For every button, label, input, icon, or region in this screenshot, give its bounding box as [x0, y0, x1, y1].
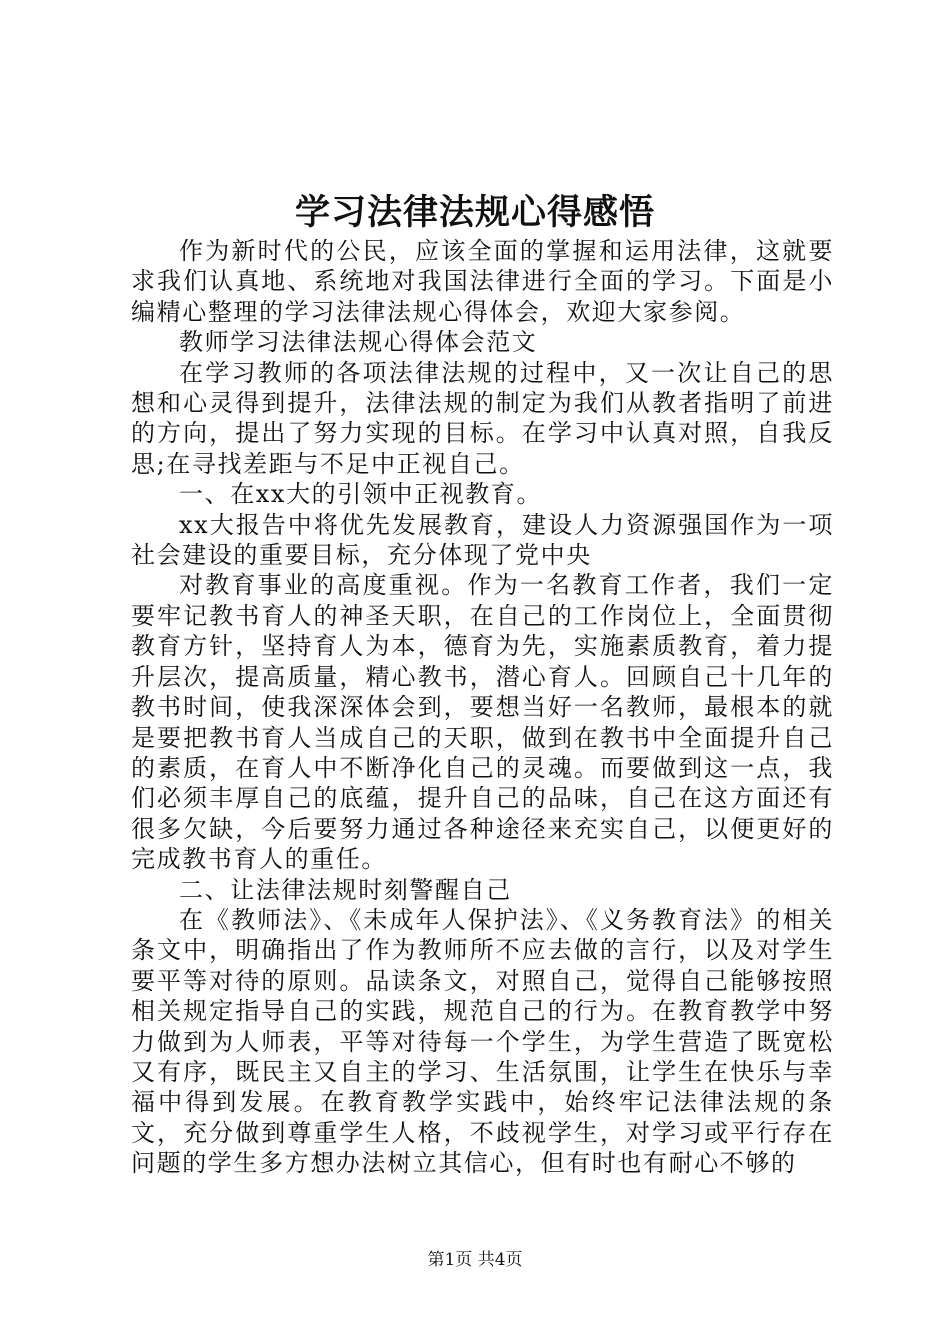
document-body	[131, 236, 834, 1179]
section-heading: 教师学习法律法规心得体会范文	[179, 328, 538, 357]
paragraph-intro: 作为新时代的公民，应该全面的掌握和运用法律，这就要求我们认真地、系统地对我国法律进行全面的学习。下面是小编精心整理的学习法律法规心得体会，欢迎大家参阅。	[131, 237, 834, 326]
page-number-footer: 第1页 共4页	[427, 1250, 523, 1270]
subheading: 一、在xx大的引领中正视教育。	[179, 480, 543, 509]
paragraph: xx大报告中将优先发展教育，建设人力资源强国作为一项社会建设的重要目标，充分体现了党中央	[131, 510, 834, 570]
paragraph: 对教育事业的高度重视。作为一名教育工作者，我们一定要牢记教书育人的神圣天职，在自己的工作岗位上，全面贯彻教育方针，坚持育人为本，德育为先，实施素质教育，着力提升层次，提高质量，精心教书，潜心育人。回顾自己十几年的教书时间，使我深深体会到，要想当好一名教师，最根本的就是要把教书育人当成自己的天职，做到在教书中全面提升自己的素质，在育人中不断净化自己的灵魂。而要做到这一点，我们必须丰厚自己的底蕴，提升自己的品味，自己在这方面还有很多欠缺，今后要努力通过各种途径来充实自己，以便更好的完成教书育人的重任。	[131, 571, 834, 874]
document-title: 学习法律法规心得感悟	[294, 192, 655, 233]
paragraph: 在学习教师的各项法律法规的过程中，又一次让自己的思想和心灵得到提升，法律法规的制定为我们从教者指明了前进的方向，提出了努力实现的目标。在学习中认真对照，自我反思;在寻找差距与不足中正视自己。	[131, 358, 834, 478]
paragraph: 在《教师法》、《未成年人保护法》、《义务教育法》的相关条文中，明确指出了作为教师所不应去做的言行，以及对学生要平等对待的原则。品读条文，对照自己，觉得自己能够按照相关规定指导自己的实践，规范自己的行为。在教育教学中努力做到为人师表，平等对待每一个学生，为学生营造了既宽松又有序，既民主又自主的学习、生活氛围，让学生在快乐与幸福中得到发展。在教育教学实践中，始终牢记法律法规的条文，充分做到尊重学生人格，不歧视学生，对学习或平行存在问题的学生多方想办法树立其信心，但有时也有耐心不够的	[131, 905, 834, 1178]
subheading: 二、让法律法规时刻警醒自己	[179, 875, 512, 904]
